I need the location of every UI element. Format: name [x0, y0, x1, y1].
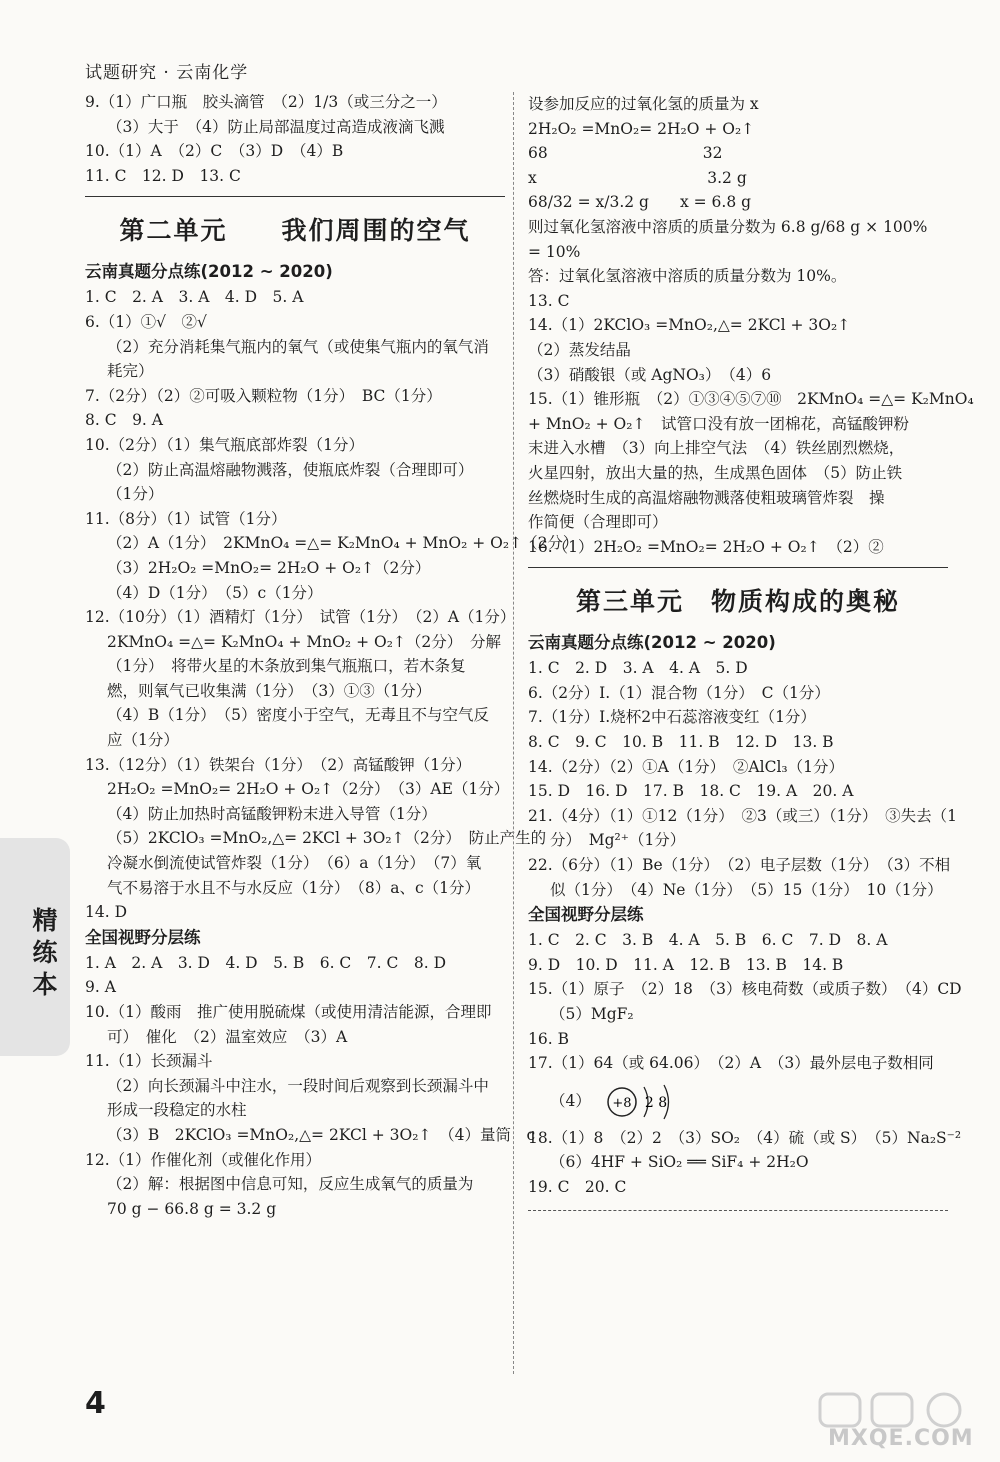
answer-line: 68 32 — [528, 144, 723, 163]
atom-label: （4） — [550, 1091, 591, 1110]
answer-line: 11. C 12. D 13. C — [85, 166, 241, 185]
section-title: 云南真题分点练(2012 ~ 2020) — [85, 262, 333, 282]
answer-line: x 3.2 g — [528, 168, 747, 187]
answer-line: 22.（6分）（1）Be（1分） （2）电子层数（1分） （3）不相 — [528, 856, 951, 875]
answer-line: 16.（1）2H₂O₂ =MnO₂= 2H₂O + O₂↑ （2）② — [528, 537, 884, 556]
answer-line: （3）2H₂O₂ =MnO₂= 2H₂O + O₂↑（2分） — [107, 558, 431, 577]
unit-title: 第三单元 物质构成的奥秘 — [575, 587, 900, 617]
answer-line: 2H₂O₂ =MnO₂= 2H₂O + O₂↑（2分） （3）AE（1分） — [107, 780, 510, 799]
answer-line: （1分） 将带火星的木条放到集气瓶瓶口，若木条复 — [107, 657, 466, 676]
answer-line: 形成一段稳定的水柱 — [107, 1101, 247, 1120]
answer-line: （4）防止加热时高锰酸钾粉末进入导管（1分） — [107, 804, 437, 823]
answer-line: 7.（2分）（2）②可吸入颗粒物（1分） BC（1分） — [85, 386, 442, 405]
answer-line: 气不易溶于水且不与水反应（1分） （8）a、c（1分） — [107, 878, 481, 897]
answer-line: 8. C 9. C 10. B 11. B 12. D 13. B — [528, 733, 834, 752]
answer-list — [528, 1126, 962, 1200]
answer-line: 13. C — [528, 291, 570, 310]
answer-line: （6）4HF + SiO₂ ══ SiF₄ + 2H₂O — [550, 1153, 809, 1172]
answer-line: （2）防止高温熔融物溅落，使瓶底炸裂（合理即可） — [107, 460, 474, 479]
answer-line: 10.（2分）（1）集气瓶底部炸裂（1分） — [85, 435, 364, 454]
section-divider — [528, 567, 948, 568]
answer-line: 9. D 10. D 11. A 12. B 13. B 14. B — [528, 955, 844, 974]
answer-line: （2）充分消耗集气瓶内的氧气（或使集气瓶内的氧气消 — [107, 337, 489, 356]
right-column — [528, 92, 974, 1211]
atom-shells: 2 8 — [644, 1094, 667, 1111]
answer-list — [528, 92, 974, 559]
answer-line: 末进入水槽 （3）向上排空气法 （4）铁丝剧烈燃烧， — [528, 439, 905, 458]
answer-line: 18.（1）8 （2）2 （3）SO₂ （4）硫（或 S） （5）Na₂S⁻² — [528, 1128, 962, 1147]
answer-line: 15.（1）原子 （2）18 （3）核电荷数（或质子数） （4）CD — [528, 980, 962, 999]
answer-line: 答：过氧化氢溶液中溶质的质量分数为 10%。 — [528, 267, 847, 286]
answer-line: 燃，则氧气已收集满（1分） （3）①③（1分） — [107, 681, 432, 700]
answer-line: 1. C 2. C 3. B 4. A 5. B 6. C 7. D 8. A — [528, 931, 888, 950]
answer-line: 10.（1）酸雨 推广使用脱硫煤（或使用清洁能源，合理即 — [85, 1003, 492, 1021]
watermark — [810, 1392, 990, 1458]
answer-line: 19. C 20. C — [528, 1177, 627, 1196]
atom-nucleus: +8 — [612, 1095, 632, 1111]
answer-line: 10.（1）A （2）C （3）D （4）B — [85, 142, 344, 161]
section-title: 云南真题分点练(2012 ~ 2020) — [528, 633, 776, 653]
answer-line: 2H₂O₂ =MnO₂= 2H₂O + O₂↑ — [528, 119, 755, 138]
answer-line: 作简便（合理即可） — [528, 513, 668, 532]
answer-line: 13.（12分）（1）铁架台（1分） （2）高锰酸钾（1分） — [85, 755, 472, 774]
answer-line: （4）D（1分） （5）c（1分） — [107, 583, 323, 602]
answer-line: （2）向长颈漏斗中注水，一段时间后观察到长颈漏斗中 — [107, 1076, 489, 1095]
watermark-text: MXQE.COM — [828, 1426, 974, 1451]
page-number: 4 — [85, 1386, 106, 1421]
answer-line: 14. D — [85, 903, 128, 922]
answer-list — [85, 951, 536, 1222]
page-header: 试题研究 · 云南化学 — [85, 63, 249, 83]
answer-line: 6.（2分）Ⅰ.（1）混合物（1分） C（1分） — [528, 683, 830, 702]
answer-line: （1分） — [107, 485, 164, 504]
answer-line: 应（1分） — [107, 731, 179, 750]
answer-line: 12.（1）作催化剂（或催化作用） — [85, 1150, 322, 1169]
answer-line: 2KMnO₄ =△= K₂MnO₄ + MnO₂ + O₂↑（2分） 分解 — [107, 632, 502, 651]
answer-line: 7.（1分）Ⅰ.烧杯2中石蕊溶液变红（1分） — [528, 708, 816, 727]
answer-line: 11.（8分）（1）试管（1分） — [85, 509, 287, 528]
answer-line: （2）A（1分） 2KMnO₄ =△= K₂MnO₄ + MnO₂ + O₂↑（2分） — [107, 534, 579, 553]
answer-line: 68/32 = x/3.2 g x = 6.8 g — [528, 193, 752, 212]
side-label: 精练本 — [32, 906, 58, 999]
answer-line: 15. D 16. D 17. B 18. C 19. A 20. A — [528, 782, 854, 801]
answer-line: （3）硝酸银（或 AgNO₃） （4）6 — [528, 365, 772, 384]
answer-line: 设参加反应的过氧化氢的质量为 x — [528, 95, 759, 113]
answer-line: 15.（1）锥形瓶 （2）①③④⑤⑦⑩ 2KMnO₄ =△= K₂MnO₄ — [528, 390, 974, 409]
answer-list — [528, 656, 958, 902]
answer-line: （5）2KClO₃ =MnO₂,△= 2KCl + 3O₂↑（2分） 防止产生的 — [107, 829, 547, 848]
answer-line: （3）大于 （4）防止局部温度过高造成液滴飞溅 — [107, 117, 445, 136]
answer-line: 似（1分） （4）Ne（1分） （5）15（1分） 10（1分） — [550, 880, 943, 899]
answer-line: 1. C 2. A 3. A 4. D 5. A — [85, 288, 304, 307]
answer-line: 1. A 2. A 3. D 4. D 5. B 6. C 7. C 8. D — [85, 953, 447, 972]
answer-line: 可） 催化 （2）温室效应 （3）A — [107, 1027, 348, 1046]
answer-line: （2）解：根据图中信息可知，反应生成氧气的质量为 — [107, 1175, 474, 1194]
section-title: 全国视野分层练 — [85, 927, 201, 947]
atom-structure-diagram — [600, 1079, 710, 1125]
unit-title: 第二单元 我们周围的空气 — [119, 216, 471, 246]
column-divider — [513, 92, 514, 1374]
answer-line: （2）蒸发结晶 — [528, 340, 631, 359]
answer-line: 14.（1）2KClO₃ =MnO₂,△= 2KCl + 3O₂↑ — [528, 316, 851, 335]
answer-line: 11.（1）长颈漏斗 — [85, 1052, 213, 1071]
answer-line: 耗完） — [107, 362, 154, 381]
answer-line: 则过氧化氢溶液中溶质的质量分数为 6.8 g/68 g × 100% — [528, 217, 928, 236]
section-divider — [85, 196, 505, 197]
answer-line: 丝燃烧时生成的高温熔融物溅落使粗玻璃管炸裂 操 — [528, 488, 885, 507]
answer-line: 70 g − 66.8 g = 3.2 g — [107, 1199, 277, 1218]
answer-line: （4）B（1分） （5）密度小于空气，无毒且不与空气反 — [107, 706, 489, 725]
answer-line: 6.（1）①√ ②√ — [85, 312, 207, 331]
answer-line: 冷凝水倒流使试管炸裂（1分） （6）a（1分） （7）氧 — [107, 854, 482, 873]
answer-line: （5）MgF₂ — [550, 1005, 634, 1023]
answer-line: 12.（10分）（1）酒精灯（1分） 试管（1分） （2）A（1分） — [85, 608, 516, 627]
answer-line: 分） Mg²⁺（1分） — [550, 831, 686, 850]
answer-line: 16. B — [528, 1029, 569, 1048]
section-title: 全国视野分层练 — [528, 905, 644, 925]
answer-line: = 10% — [528, 242, 581, 261]
answer-line: 火星四射，放出大量的热，生成黑色固体 （5）防止铁 — [528, 463, 903, 482]
atom-structure-line — [528, 1076, 948, 1126]
answer-line: 21.（4分）（1）①12（1分） ②3（或三）（1分） ③失去（1 — [528, 806, 958, 825]
answer-list — [528, 928, 962, 1076]
answer-line: 9. A — [85, 978, 116, 997]
watermark-logo-icon — [810, 1392, 990, 1428]
answer-line: 1. C 2. D 3. A 4. A 5. D — [528, 659, 748, 678]
section-divider — [528, 1210, 948, 1211]
answer-line: 8. C 9. A — [85, 411, 163, 430]
answer-line: 14.（2分）（2）①A（1分） ②AlCl₃（1分） — [528, 757, 844, 776]
answer-line: 9.（1）广口瓶 胶头滴管 （2）1/3（或三分之一） — [85, 93, 447, 111]
answer-line: 17.（1）64（或 64.06） （2）A （3）最外层电子数相同 — [528, 1054, 934, 1073]
answer-line: + MnO₂ + O₂↑ 试管口没有放一团棉花，高锰酸钾粉 — [528, 414, 909, 433]
answer-line: （3）B 2KClO₃ =MnO₂,△= 2KCl + 3O₂↑ （4）量筒 c — [107, 1125, 536, 1144]
